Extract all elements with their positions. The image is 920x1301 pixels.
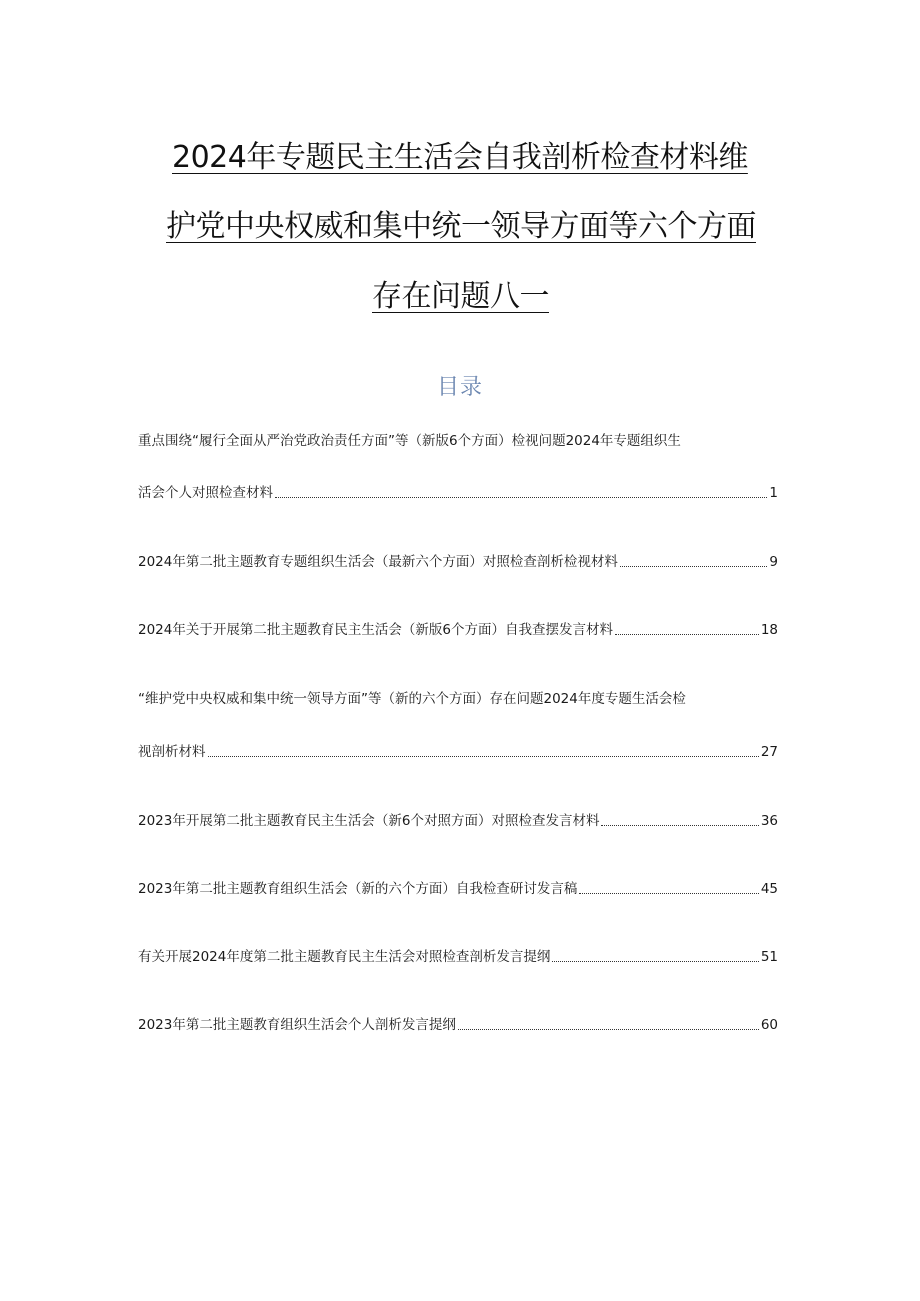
- toc-entry-8[interactable]: [138, 1016, 778, 1034]
- toc-entry-1-line-1[interactable]: 重点围绕“履行全面从严治党政治责任方面”等（新版6个方面）检视问题2024年专题组织生: [138, 433, 681, 449]
- toc-heading: 目录: [436, 375, 483, 400]
- toc-entry-7-label: 有关开展2024年度第二批主题教育民主生活会对照检查剖析发言提纲: [138, 949, 551, 965]
- document-title-line-3: 存在问题八一: [372, 279, 549, 314]
- toc-entry-5[interactable]: [138, 812, 778, 830]
- toc-entry-5-label: 2023年开展第二批主题教育民主生活会（新6个对照方面）对照检查发言材料: [138, 813, 600, 829]
- toc-entry-7[interactable]: [138, 948, 778, 966]
- toc-entry-4[interactable]: [138, 743, 778, 761]
- toc-entry-6[interactable]: [138, 880, 778, 898]
- toc-entry-1[interactable]: [138, 484, 778, 502]
- dot-leader: [579, 893, 758, 894]
- dot-leader: [208, 756, 759, 757]
- toc-entry-2[interactable]: [138, 553, 778, 571]
- dot-leader: [620, 566, 768, 567]
- toc-entry-8-page: 60: [760, 1017, 778, 1033]
- toc-entry-5-page: 36: [760, 813, 778, 829]
- dot-leader: [615, 634, 759, 635]
- toc-entry-1-line-2: 活会个人对照检查材料: [138, 485, 273, 501]
- toc-entry-2-label: 2024年第二批主题教育专题组织生活会（最新六个方面）对照检查剖析检视材料: [138, 554, 618, 570]
- toc-entry-3-page: 18: [760, 622, 778, 638]
- document-title-line-1: 2024年专题民主生活会自我剖析检查材料维: [172, 140, 748, 175]
- toc-entry-3-label: 2024年关于开展第二批主题教育民主生活会（新版6个方面）自我查摆发言材料: [138, 622, 613, 638]
- dot-leader: [275, 497, 767, 498]
- toc-entry-2-page: 9: [769, 554, 778, 570]
- dot-leader: [458, 1029, 759, 1030]
- toc-entry-1-page: 1: [769, 485, 778, 501]
- document-title-line-2: 护党中央权威和集中统一领导方面等六个方面: [166, 209, 756, 244]
- dot-leader: [552, 961, 758, 962]
- toc-entry-6-page: 45: [760, 881, 778, 897]
- dot-leader: [601, 825, 758, 826]
- toc-entry-4-page: 27: [760, 744, 778, 760]
- toc-entry-8-label: 2023年第二批主题教育组织生活会个人剖析发言提纲: [138, 1017, 456, 1033]
- toc-entry-3[interactable]: [138, 621, 778, 639]
- toc-entry-6-label: 2023年第二批主题教育组织生活会（新的六个方面）自我检查研讨发言稿: [138, 881, 578, 897]
- toc-entry-4-line-1[interactable]: “维护党中央权威和集中统一领导方面”等（新的六个方面）存在问题2024年度专题生活会检: [138, 691, 686, 707]
- toc-entry-4-line-2: 视剖析材料: [138, 744, 206, 760]
- toc-entry-7-page: 51: [760, 949, 778, 965]
